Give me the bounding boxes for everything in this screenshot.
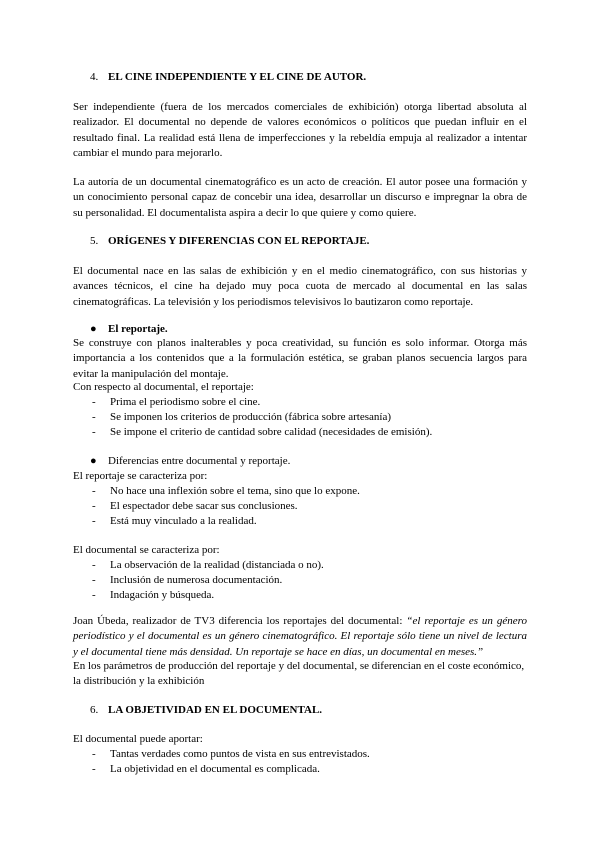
paragraph [73,264,527,310]
paragraph [73,100,527,162]
quote-paragraph [73,614,527,660]
dash-marker: - [92,763,96,775]
bullet-icon: ● [90,455,97,467]
dash-marker: - [92,396,96,408]
section-title: ORÍGENES Y DIFERENCIAS CON EL REPORTAJE. [108,235,370,247]
dash-marker: - [92,411,96,423]
section-number: 6. [90,704,99,716]
paragraph-text: El reportaje se caracteriza por: [73,470,208,482]
paragraph-text: El documental nace en las salas de exhibición y en el medio cinematográfico, con sus historias y avances técnicos, el cine ha dejado muy poca cuota de mercado al documental en las salas cinematográficas. La televisión y los periodismos televisivos lo bautizaron como reportaje. [73,265,527,308]
list-item-text: Se imponen los criterios de producción (fábrica sobre artesanía) [110,411,392,423]
bullet-title: El reportaje. [108,323,168,335]
quote-intro: Joan Úbeda, realizador de TV3 diferencia los reportajes del documental: [73,615,407,627]
dash-marker: - [92,574,96,586]
dash-list [0,558,600,608]
section-title: LA OBJETIVIDAD EN EL DOCUMENTAL. [108,704,323,716]
paragraph [73,336,527,382]
dash-marker: - [92,589,96,601]
dash-marker: - [92,515,96,527]
dash-list [0,395,600,445]
list-item-text: Está muy vinculado a la realidad. [110,515,257,527]
paragraph [73,469,527,484]
paragraph-text: Ser independiente (fuera de los mercados comerciales de exhibición) otorga libertad absoluta al realizador. El documental no depende de valores económicos o políticos que puedan influir en el resultado final. La realidad está llena de imperfecciones y la rebeldía empuja al realizador a intentar cambiar el mundo para mejorarlo. [73,101,527,160]
list-item-text: La objetividad en el documental es complicada. [110,763,320,775]
paragraph-text: En los parámetros de producción del reportaje y del documental, se diferencian en el coste económico, la distribución y la exhibición [73,660,525,688]
bullet-icon: ● [90,323,97,335]
paragraph-text: El documental puede aportar: [73,733,203,745]
quote-text: “el reportaje es un género periodístico y el documental es un género cinematográfico. El reportaje sólo tiene un nivel de lectura y el documental tiene más densidad. Un reportaje se hace en días, un documental en meses.” [73,615,527,658]
dash-marker: - [92,485,96,497]
dash-list [0,747,600,779]
paragraph-text: El documental se caracteriza por: [73,544,220,556]
section-number: 4. [90,71,99,83]
list-item-text: El espectador debe sacar sus conclusiones. [110,500,298,512]
list-item-text: Prima el periodismo sobre el cine. [110,396,261,408]
paragraph [73,380,527,395]
list-item-text: Tantas verdades como puntos de vista en sus entrevistados. [110,748,370,760]
bullet-title: Diferencias entre documental y reportaje. [108,455,291,467]
list-item-text: La observación de la realidad (distanciada o no). [110,559,324,571]
list-item-text: Inclusión de numerosa documentación. [110,574,283,586]
paragraph [73,175,527,221]
paragraph [73,659,527,690]
list-item-text: Se impone el criterio de cantidad sobre calidad (necesidades de emisión). [110,426,433,438]
paragraph-text: Se construye con planos inalterables y poca creatividad, su función es solo informar. Otorga más importancia a los contenidos que a la formulación estética, se graban planos secuencia largos para evitar la manipulación del montaje. [73,337,527,380]
paragraph-text: Con respecto al documental, el reportaje: [73,381,254,393]
list-item-text: Indagación y búsqueda. [110,589,215,601]
section-number: 5. [90,235,99,247]
dash-marker: - [92,500,96,512]
section-title: EL CINE INDEPENDIENTE Y EL CINE DE AUTOR. [108,71,367,83]
paragraph [73,543,527,558]
dash-marker: - [92,748,96,760]
dash-list [0,484,600,534]
dash-marker: - [92,426,96,438]
dash-marker: - [92,559,96,571]
paragraph-text [73,614,527,660]
paragraph [73,732,527,747]
paragraph-text: La autoría de un documental cinematográfico es un acto de creación. El autor posee una formación y un conocimiento personal capaz de concebir una idea, desarrollar un discurso e impregnar la obra de su personalidad. El documentalista aspira a decir lo que quiere y como quiere. [73,176,527,219]
list-item-text: No hace una inflexión sobre el tema, sino que lo expone. [110,485,360,497]
